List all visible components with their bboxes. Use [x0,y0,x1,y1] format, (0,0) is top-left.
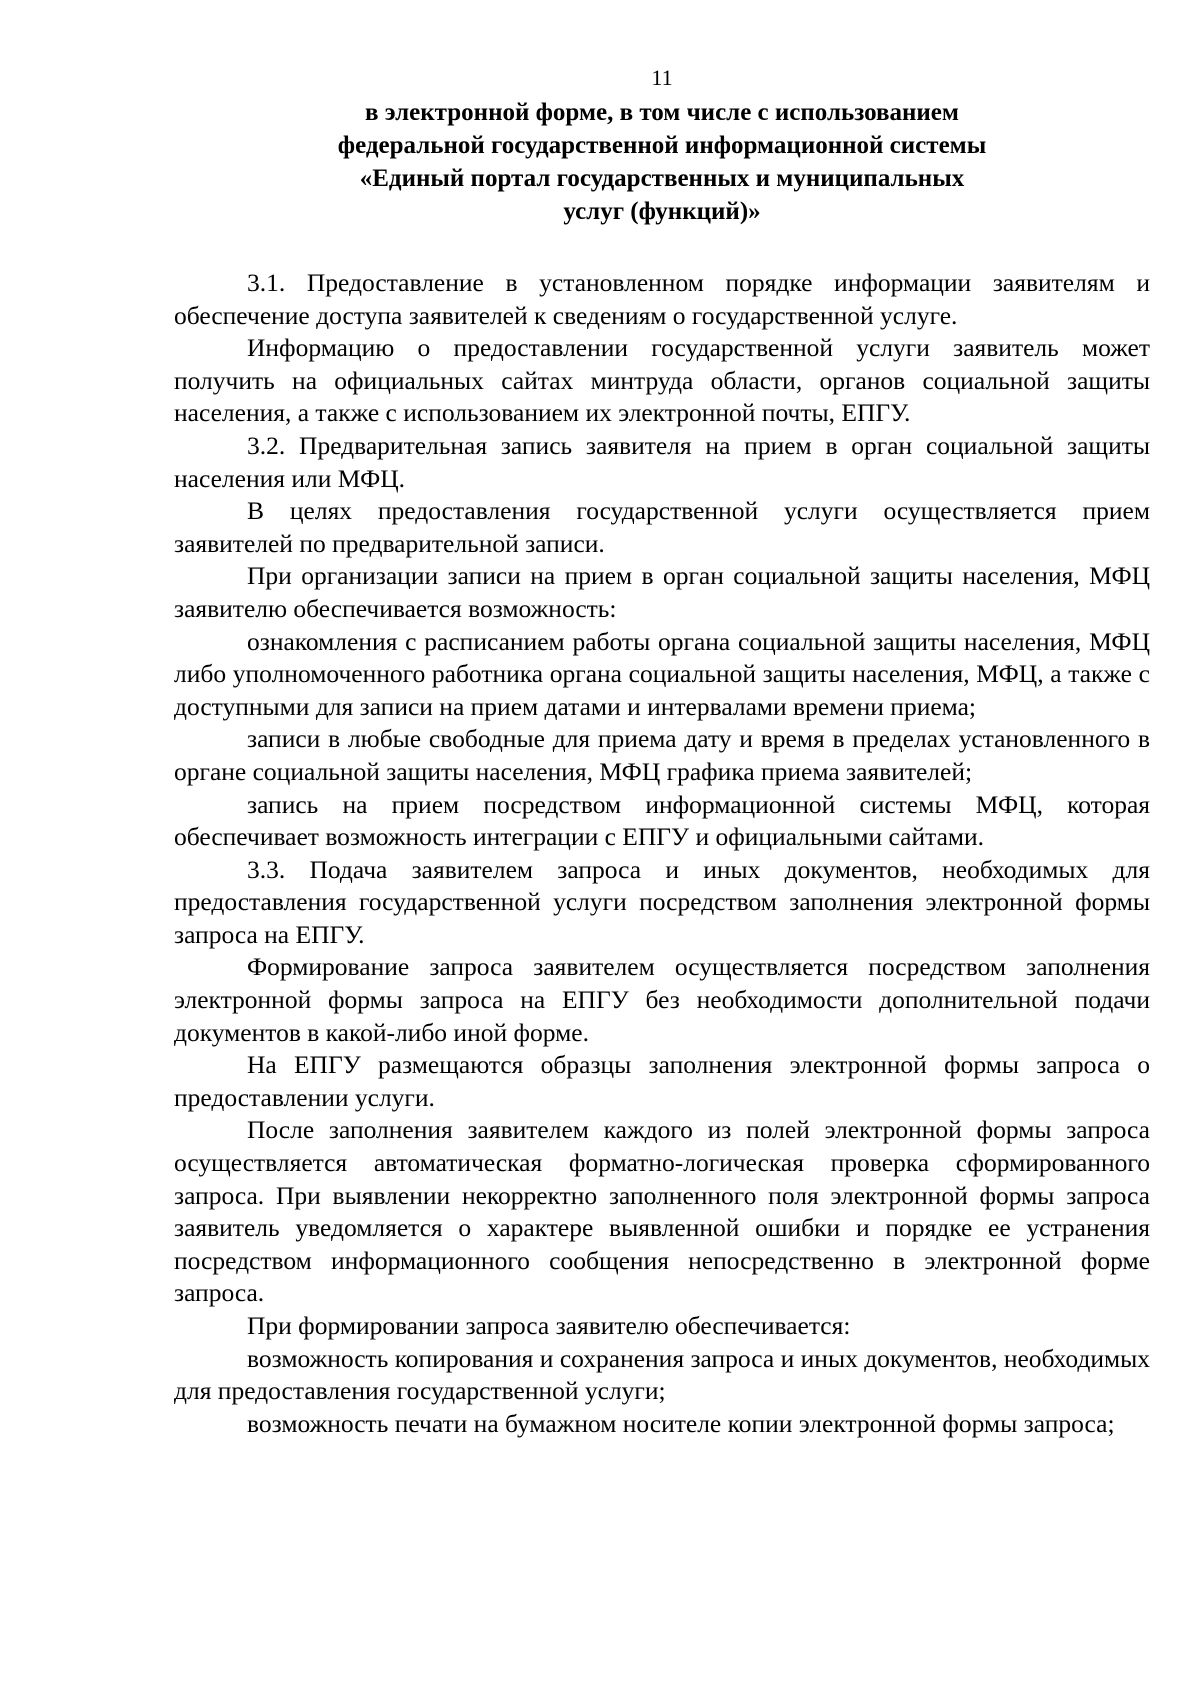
heading-line: в электронной форме, в том числе с использованием [365,99,959,126]
paragraph: Информацию о предоставлении государственной услуги заявитель может получить на официальных сайтах минтруда области, органов социальной защиты населения, а также с использованием их электронной почты, ЕПГУ. [174,333,1150,428]
paragraph: Формирование запроса заявителем осуществляется посредством заполнения электронной формы запроса на ЕПГУ без необходимости дополнительной подачи документов в какой-либо иной форме. [174,952,1150,1047]
paragraph-3-2: 3.2. Предварительная запись заявителя на прием в орган социальной защиты населения или МФЦ. [174,430,1150,493]
paragraph-3-1: 3.1. Предоставление в установленном порядке информации заявителям и обеспечение доступа заявителей к сведениям о государственной услуге. [174,268,1150,330]
section-heading [174,96,1150,228]
list-item: возможность копирования и сохранения запроса и иных документов, необходимых для предоставления государственной услуги; [174,1343,1150,1406]
list-item: запись на прием посредством информационной системы МФЦ, которая обеспечивает возможность интеграции с ЕПГУ и официальными сайтами. [174,789,1150,852]
list-item: записи в любые свободные для приема дату и время в пределах установленного в органе социальной защиты населения, МФЦ графика приема заявителей; [174,724,1150,786]
list-item: ознакомления с расписанием работы органа социальной защиты населения, МФЦ либо уполномоченного работника органа социальной защиты населения, МФЦ, а также с доступными для записи на прием датами и интервалами времени приема; [174,626,1150,721]
document-page [174,62,1150,1440]
paragraph: После заполнения заявителем каждого из полей электронной формы запроса осуществляется автоматическая форматно-логическая проверка сформированного запроса. При выявлении некорректно заполненного поля электронной формы запроса заявитель уведомляется о характере выявленной ошибки и порядке ее устранения посредством информационного сообщения непосредственно в электронной форме запроса. [174,1115,1150,1308]
body-text [174,267,1150,1440]
paragraph: При организации записи на прием в орган социальной защиты населения, МФЦ заявителю обеспечивается возможность: [174,561,1150,623]
list-item: возможность печати на бумажном носителе копии электронной формы запроса; [247,1408,1115,1438]
heading-line: федеральной государственной информационной системы [337,132,987,159]
heading-line: услуг (функций)» [563,198,761,225]
page-number: 11 [651,65,673,90]
paragraph: В целях предоставления государственной услуги осуществляется прием заявителей по предварительной записи. [174,496,1150,558]
paragraph-3-3: 3.3. Подача заявителем запроса и иных документов, необходимых для предоставления государственной услуги посредством заполнения электронной формы запроса на ЕПГУ. [174,854,1150,949]
paragraph: На ЕПГУ размещаются образцы заполнения электронной формы запроса о предоставлении услуги. [174,1050,1150,1112]
paragraph: При формировании запроса заявителю обеспечивается: [247,1311,851,1340]
heading-line: «Единый портал государственных и муниципальных [359,165,965,192]
